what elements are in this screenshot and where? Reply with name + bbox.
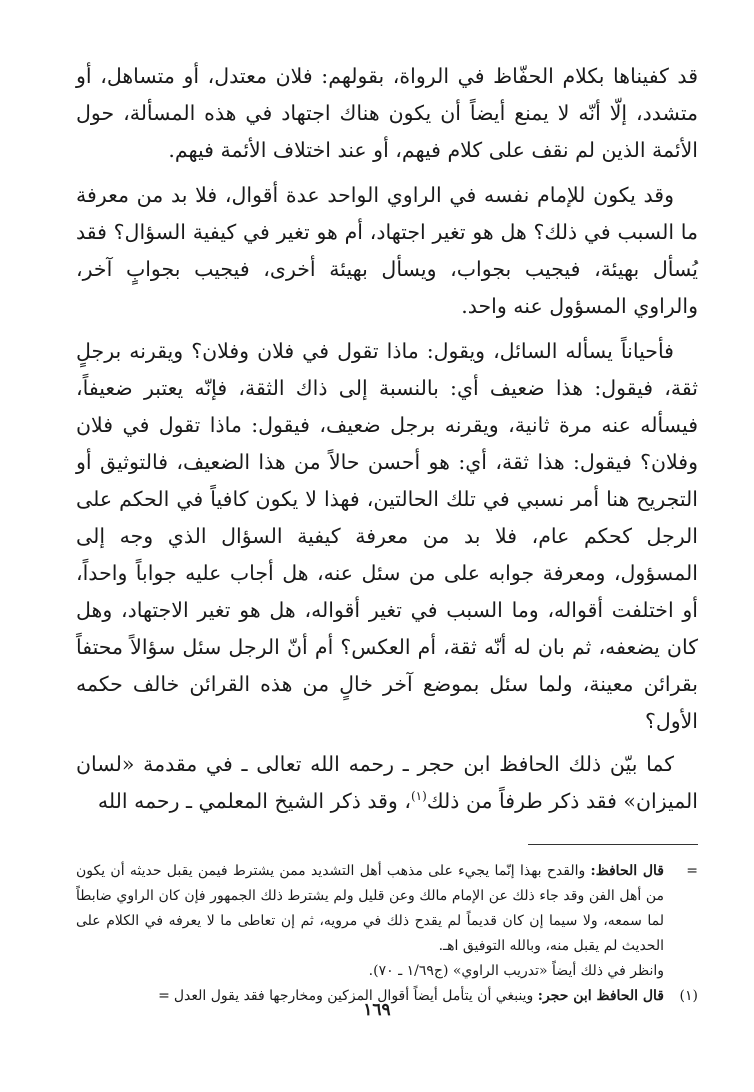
footnote-continuation-text xyxy=(76,859,664,959)
footnote-1-marker: (١) xyxy=(679,988,698,1004)
footnote-continuation-body xyxy=(76,859,664,984)
page xyxy=(76,58,698,1058)
paragraph-2: وقد يكون للإمام نفسه في الراوي الواحد عدة أقوال، فلا بد من معرفة ما السبب في ذلك؟ هل هو تغير اجتهاد، أم هو تغير في كيفية السؤال؟ فقد يُسأل بهيئة، فيجيب بجواب، ويسأل بهيئة أخرى، فيجيب بجوابٍ آخر، والراوي المسؤول عنه واحد. xyxy=(76,183,698,318)
footnote-continuation-marker: = xyxy=(686,863,698,879)
paragraph-4 xyxy=(76,746,698,820)
footnote-continuation-lead: قال الحافظ: xyxy=(590,863,664,879)
paragraph-4-text-end: ، وقد ذكر الشيخ المعلمي ـ رحمه الله xyxy=(97,789,411,813)
footnote-reference-1: (١) xyxy=(410,789,427,804)
footnote-1-continued-mark: = xyxy=(158,988,170,1004)
paragraph-3: فأحياناً يسأله السائل، ويقول: ماذا تقول في فلان وفلان؟ ويقرنه برجلٍ ثقة، فيقول: هذا ضعيف أي: بالنسبة إلى ذاك الثقة، فإنّه يعتبر ضعيفاً، فيسأله عنه مرة ثانية، ويقرنه برجل ضعيف، فيقول: ماذا تقول في فلان وفلان؟ فيقول: هذا ثقة، أي: هو أحسن حالاً من هذا الضعيف، فالتوثيق أو التجريح هنا أمر نسبي في تلك الحالتين، فهذا لا يكون كافياً في الحكم على الرجل كحكم عام، فلا بد من معرفة كيفية السؤال الذي وجه إلى المسؤول، ومعرفة جوابه على من سئل عنه، هل أجاب عليه جواباً واحداً، أو اختلفت أقواله، وما السبب في تغير أقواله، هل هو تغير الاجتهاد، وهل كان يضعفه، ثم بان له أنّه ثقة، أم العكس؟ أم أنّ الرجل سئل سؤالاً محتفاً بقرائن معينة، ولما سئل بموضع آخر خالٍ من هذه القرائن خالف حكمه الأول؟ xyxy=(76,339,698,733)
footnote-see-also: وانظر في ذلك أيضاً «تدريب الراوي» (ج١/٦٩ ـ ٧٠). xyxy=(368,963,664,979)
footnote-1-content: وينبغي أن يتأمل أيضاً أقوال المزكين ومخارجها فقد يقول العدل xyxy=(173,988,538,1004)
footnote-separator xyxy=(528,844,698,845)
footnote-continuation xyxy=(76,859,698,984)
footnote-1-lead: قال الحافظ ابن حجر: xyxy=(537,988,664,1004)
paragraph-4-text-start: كما بيّن ذلك الحافظ ابن حجر ـ رحمه الله تعالى ـ في مقدمة «لسان الميزان» فقد ذكر طرفاً من ذلك xyxy=(76,752,698,813)
paragraph-1: قد كفيناها بكلام الحفّاظ في الرواة، بقولهم: فلان معتدل، أو متساهل، أو متشدد، إلّا أنّه لا يمنع أيضاً أن يكون هناك اجتهاد في هذه المسألة، حول الأئمة الذين لم نقف على كلام فيهم، أو عند اختلاف الأئمة فيهم. xyxy=(76,64,698,162)
footnote-continuation-content: والقدح بهذا إنّما يجيء على مذهب أهل التشديد ممن يشترط فيمن يقبل حديثه أن يكون من أهل الفن وقد جاء ذلك عن الإمام مالك وعن قليل ولم يشترط ذلك الجمهور فإن كان الراوي ضابطاً لما سمعه، ولا سيما إن كان قديماً لم يقدح ذلك في مرويه، ثم إن تعاطى ما لا يعرفه في الكلام على الحديث لم يقبل منه، وبالله التوفيق اهـ. xyxy=(76,863,664,954)
page-number: ١٦٩ xyxy=(363,1000,391,1020)
